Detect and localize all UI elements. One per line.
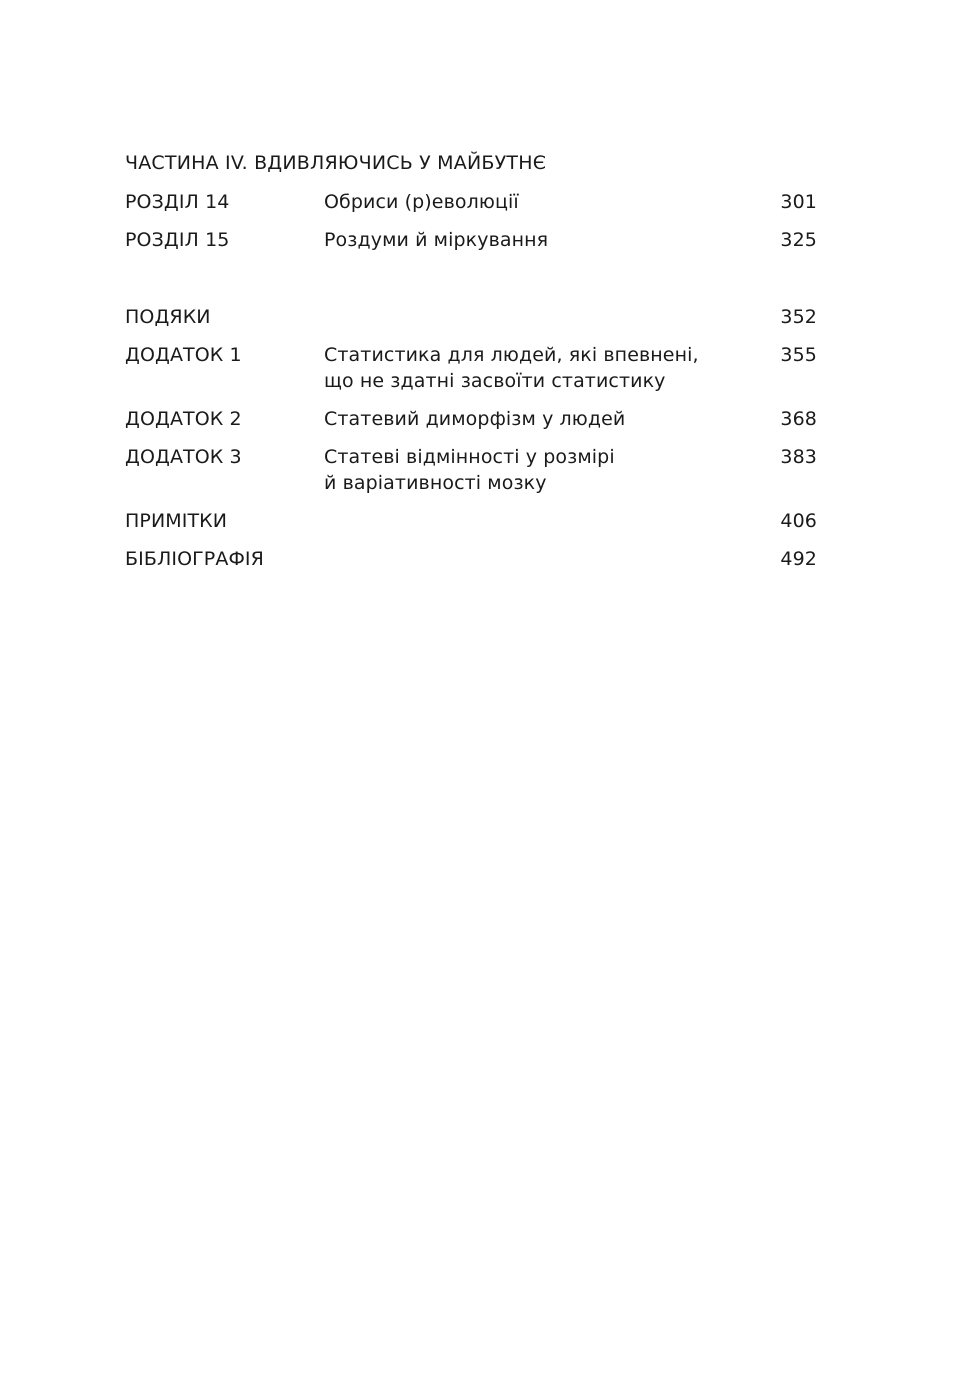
toc-entry-page-number: 383 (780, 446, 817, 468)
toc-entry-page-number: 492 (780, 548, 817, 570)
toc-entry-label: ПРИМІТКИ (125, 510, 228, 532)
toc-entry-page-number: 368 (780, 408, 817, 430)
toc-entry-label: ПОДЯКИ (125, 306, 211, 328)
toc-entry-bibliography[interactable] (125, 546, 817, 572)
toc-entry-page-number: 355 (780, 344, 817, 366)
toc-entry-title (324, 342, 744, 394)
toc-entry-appendix-3[interactable] (125, 444, 817, 496)
toc-entry-label: ДОДАТОК 3 (125, 446, 242, 468)
toc-entry-page-number: 301 (780, 191, 817, 213)
table-of-contents (125, 150, 817, 584)
section-spacer (125, 265, 817, 304)
toc-entry-label: БІБЛІОГРАФІЯ (125, 548, 264, 570)
toc-entry-title (324, 546, 744, 572)
toc-entry-title (324, 406, 744, 432)
toc-entry-title-line: Обриси (р)еволюції (324, 191, 519, 213)
toc-entry-appendix-2[interactable] (125, 406, 817, 432)
toc-entry-notes[interactable] (125, 508, 817, 534)
toc-entry-label: РОЗДІЛ 15 (125, 229, 230, 251)
toc-entry-title (324, 508, 744, 534)
toc-entry-chapter-15[interactable] (125, 227, 817, 253)
part-heading: ЧАСТИНА IV. ВДИВЛЯЮЧИСЬ У МАЙБУТНЄ (125, 152, 547, 174)
toc-entry-title-line: Статистика для людей, які впевнені, (324, 344, 699, 366)
toc-entry-appendix-1[interactable] (125, 342, 817, 394)
toc-entry-label: ДОДАТОК 2 (125, 408, 242, 430)
toc-entry-title (324, 189, 744, 215)
toc-entry-title-line: Роздуми й міркування (324, 229, 549, 251)
toc-entry-title (324, 444, 744, 496)
toc-entry-title-line: Статевий диморфізм у людей (324, 408, 626, 430)
toc-entry-title (324, 227, 744, 253)
toc-entry-title-line: й варіативності мозку (324, 472, 547, 494)
toc-entry-title-line: Статеві відмінності у розмірі (324, 446, 615, 468)
toc-entry-label: РОЗДІЛ 14 (125, 191, 230, 213)
toc-entry-page-number: 406 (780, 510, 817, 532)
toc-entry-title-line: що не здатні засвоїти статистику (324, 370, 666, 392)
toc-entry-chapter-14[interactable] (125, 189, 817, 215)
toc-entry-acknowledgements[interactable] (125, 304, 817, 330)
toc-entry-label: ДОДАТОК 1 (125, 344, 242, 366)
toc-entry-page-number: 352 (780, 306, 817, 328)
toc-entry-page-number: 325 (780, 229, 817, 251)
toc-entry-title (324, 304, 744, 330)
